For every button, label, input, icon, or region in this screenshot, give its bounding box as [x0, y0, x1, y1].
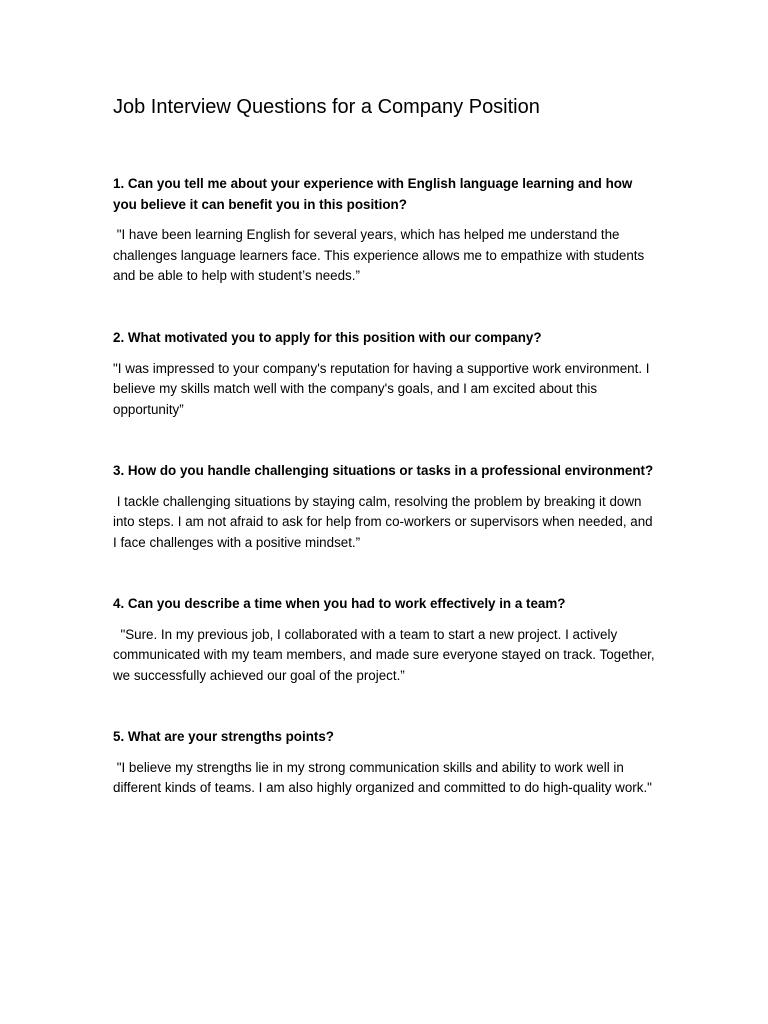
qa-item-2: [113, 328, 658, 420]
question-1: 1. Can you tell me about your experience with English language learning and how you believe it can benefit you in this position?: [113, 176, 633, 212]
answer-2: "I was impressed to your company's reputation for having a supportive work environment. I believe my skills match well with the company's goals, and I am excited about this opportunity”: [113, 360, 654, 417]
qa-item-1: [113, 174, 658, 287]
qa-item-4: [113, 594, 658, 686]
answer-3: I tackle challenging situations by staying calm, resolving the problem by breaking it down into steps. I am not afraid to ask for help from co-workers or supervisors when needed, and I face challenges with a positive mindset.”: [113, 493, 657, 550]
answer-5: "I believe my strengths lie in my strong communication skills and ability to work well in different kinds of teams. I am also highly organized and committed to do high-quality work.": [113, 759, 652, 795]
question-2: 2. What motivated you to apply for this position with our company?: [113, 330, 542, 345]
qa-item-3: [113, 461, 658, 553]
question-4: 4. Can you describe a time when you had to work effectively in a team?: [113, 596, 566, 611]
answer-1: "I have been learning English for several years, which has helped me understand the challenges language learners face. This experience allows me to empathize with students and be able to help with student’s needs.”: [113, 227, 648, 283]
question-3: 3. How do you handle challenging situations or tasks in a professional environment?: [113, 463, 654, 478]
document-title: Job Interview Questions for a Company Position: [113, 96, 540, 118]
question-5: 5. What are your strengths points?: [113, 729, 334, 744]
answer-4: "Sure. In my previous job, I collaborated with a team to start a new project. I actively communicated with my team members, and made sure everyone stayed on track. Together, we successfully achieved our goal of the project.”: [113, 626, 659, 683]
qa-item-5: [113, 727, 658, 799]
